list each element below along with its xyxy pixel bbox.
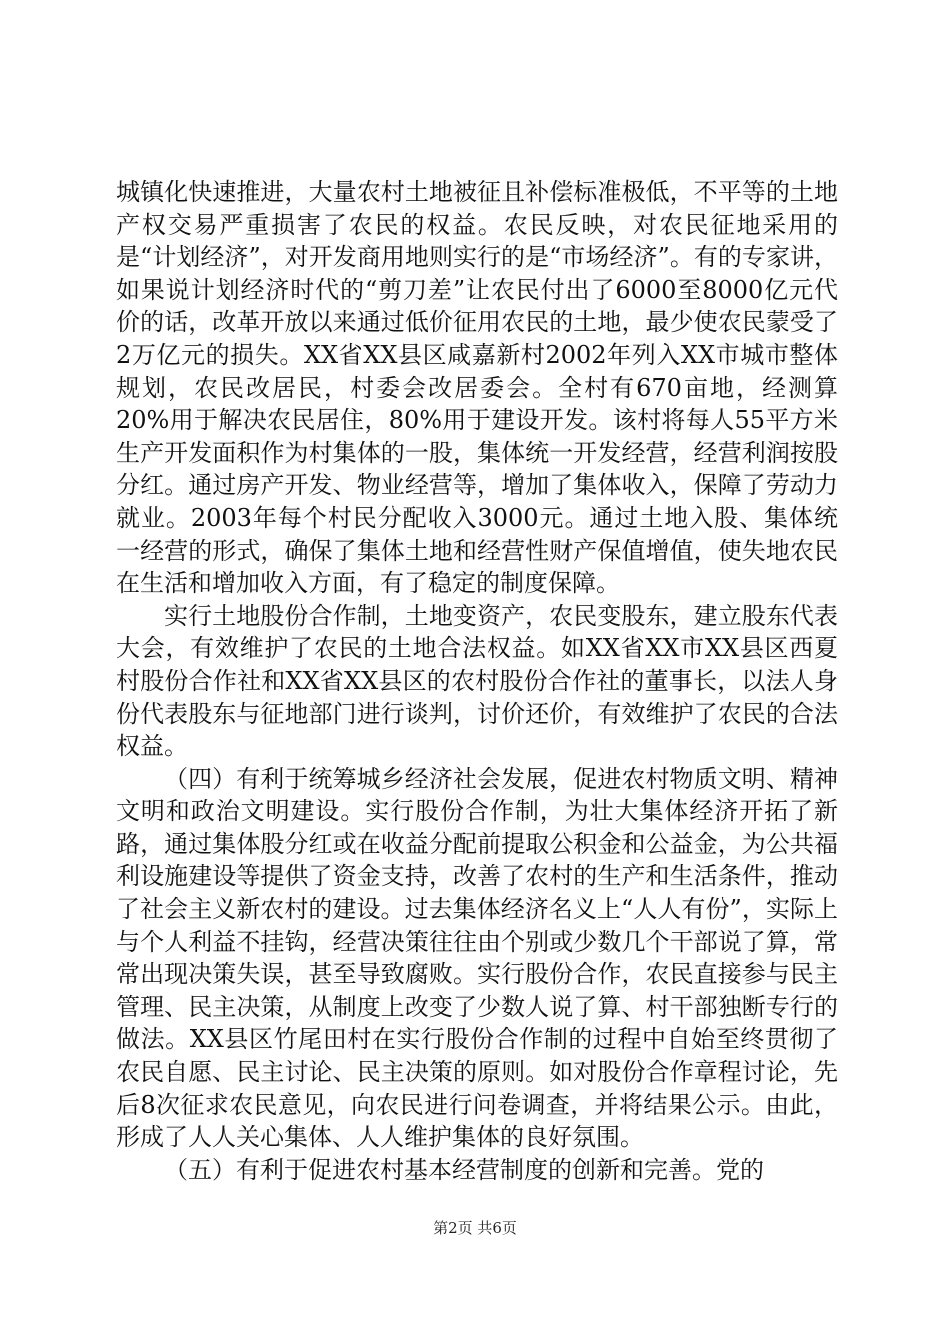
- paragraph-1: 城镇化快速推进，大量农村土地被征且补偿标准极低，不平等的土地产权交易严重损害了农民的权益。农民反映，对农民征地采用的是“计划经济”，对开发商用地则实行的是“市场经济”。有的专家讲，如果说计划经济时代的“剪刀差”让农民付出了6000至8000亿元代价的话，改革开放以来通过低价征用农民的土地，最少使农民蒙受了2万亿元的损失。XX省XX县区咸嘉新村2002年列入XX市城市整体规划，农民改居民，村委会改居委会。全村有670亩地，经测算20%用于解决农民居住，80%用于建设开发。该村将每人55平方米生产开发面积作为村集体的一股，集体统一开发经营，经营利润按股分红。通过房产开发、物业经营等，增加了集体收入，保障了劳动力就业。2003年每个村民分配收入3000元。通过土地入股、集体统一经营的形式，确保了集体土地和经营性财产保值增值，使失地农民在生活和增加收入方面，有了稳定的制度保障。: [116, 178, 838, 598]
- paragraph-2: 实行土地股份合作制，土地变资产，农民变股东，建立股东代表大会，有效维护了农民的土地合法权益。如XX省XX市XX县区西夏村股份合作社和XX省XX县区的农村股份合作社的董事长，以法人身份代表股东与征地部门进行谈判，讨价还价，有效维护了农民的合法权益。: [116, 601, 838, 761]
- body-text: [116, 176, 838, 1186]
- paragraph-3: （四）有利于统筹城乡经济社会发展，促进农村物质文明、精神文明和政治文明建设。实行股份合作制，为壮大集体经济开拓了新路，通过集体股分红或在收益分配前提取公积金和公益金，为公共福利设施建设等提供了资金支持，改善了农村的生产和生活条件，推动了社会主义新农村的建设。过去集体经济名义上“人人有份”，实际上与个人利益不挂钩，经营决策往往由个别或少数几个干部说了算，常常出现决策失误，甚至导致腐败。实行股份合作，农民直接参与民主管理、民主决策，从制度上改变了少数人说了算、村干部独断专行的做法。XX县区竹尾田村在实行股份合作制的过程中自始至终贯彻了农民自愿、民主讨论、民主决策的原则。如对股份合作章程讨论，先后8次征求农民意见，向农民进行问卷调查，并将结果公示。由此，形成了人人关心集体、人人维护集体的良好氛围。: [116, 764, 838, 1152]
- page-number-footer: 第2页 共6页: [433, 1219, 517, 1237]
- paragraph-4: （五）有利于促进农村基本经营制度的创新和完善。党的: [164, 1155, 764, 1184]
